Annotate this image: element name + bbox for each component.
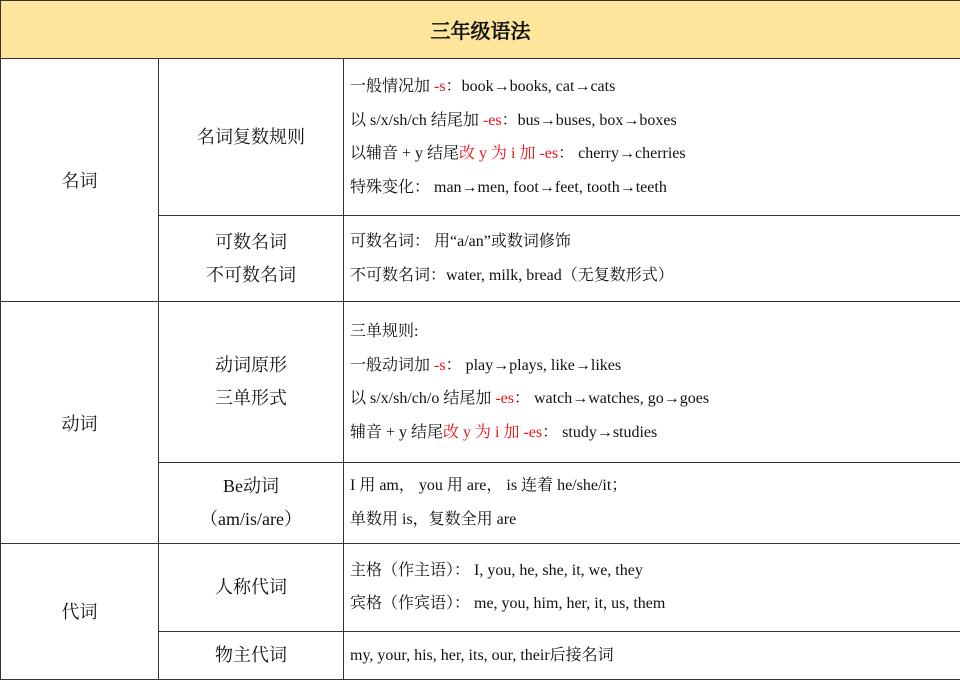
topic-cell — [159, 59, 344, 216]
rule-text: ：bus→buses, box→boxes — [501, 111, 677, 129]
rule-line — [350, 639, 956, 673]
rule-text: 宾格（作宾语）： me, you, him, her, it, us, them — [350, 595, 666, 613]
rule-line — [350, 70, 956, 104]
rule-text: 不可数名词：water, milk, bread（无复数形式） — [350, 266, 674, 284]
rule-text: 单数用 is，复数全用 are — [350, 510, 517, 528]
topic-line: 动词原形 — [215, 355, 287, 375]
rule-line — [350, 349, 956, 383]
rule-text: ： cherry→cherries — [558, 145, 686, 163]
topic-line: 人称代词 — [215, 576, 287, 597]
rule-text: 一般动词加 — [350, 356, 435, 374]
table-row — [1, 59, 960, 216]
topic-line: 不可数名词 — [206, 264, 296, 285]
rule-text: 可数名词： 用“a/an”或数词修饰 — [350, 233, 571, 251]
rule-line — [350, 554, 956, 588]
rule-text: I 用 am， you 用 are， is 连着 he/she/it； — [350, 477, 628, 495]
rule-line — [350, 382, 956, 416]
topic-cell — [159, 631, 344, 679]
rule-text: ： study→studies — [542, 423, 658, 441]
rule-line — [350, 104, 956, 138]
rule-line — [350, 416, 956, 450]
rule-text: 辅音 + y 结尾 — [350, 423, 444, 441]
rule-line — [350, 315, 956, 349]
table-row — [1, 543, 960, 631]
topic-line: 三单形式 — [215, 388, 287, 408]
rule-text: my, your, his, her, its, our, their后接名词 — [350, 646, 614, 664]
rule-text: ： watch→watches, go→goes — [514, 390, 710, 407]
highlighted-text: 改 y 为 i 加 -es — [443, 423, 543, 441]
rule-text: 特殊变化： man→men, foot→feet, tooth→teeth — [350, 178, 667, 196]
rule-line — [350, 469, 956, 503]
rule-text: ： play→plays, like→likes — [445, 356, 622, 374]
highlighted-text: -s — [434, 78, 446, 96]
topic-cell — [159, 216, 344, 302]
topic-line: 物主代词 — [215, 644, 287, 665]
rule-line — [350, 171, 956, 205]
rule-line — [350, 225, 956, 259]
rule-text: 以 s/x/sh/ch/o 结尾加 — [350, 390, 496, 407]
highlighted-text: -s — [434, 356, 446, 374]
category-cell: 名词 — [1, 59, 159, 302]
topic-cell — [159, 462, 344, 543]
topic-cell — [159, 543, 344, 631]
highlighted-text: -es — [482, 111, 502, 129]
topic-line: Be动词 — [223, 475, 279, 496]
table-title: 三年级语法 — [1, 1, 960, 59]
highlighted-text: -es — [495, 390, 514, 407]
rule-line — [350, 587, 956, 621]
rule-line — [350, 503, 956, 537]
rule-cell — [344, 543, 960, 631]
topic-line: 名词复数规则 — [197, 126, 305, 147]
rule-text: 以辅音 + y 结尾 — [350, 145, 460, 163]
highlighted-text: 改 y 为 i 加 -es — [459, 145, 559, 163]
rule-cell — [344, 302, 960, 462]
table-row — [1, 302, 960, 462]
topic-cell — [159, 302, 344, 462]
rule-text: ：book→books, cat→cats — [445, 78, 616, 96]
rule-text: 主格（作主语）： I, you, he, she, it, we, they — [350, 561, 643, 579]
rule-cell — [344, 216, 960, 302]
category-cell: 代词 — [1, 543, 159, 679]
rule-cell — [344, 462, 960, 543]
rule-text: 一般情况加 — [350, 78, 435, 96]
topic-line: （am/is/are） — [200, 508, 302, 529]
rule-line — [350, 137, 956, 171]
category-cell: 动词 — [1, 302, 159, 543]
rule-line — [350, 259, 956, 293]
topic-line: 可数名词 — [215, 231, 287, 252]
rule-cell — [344, 631, 960, 679]
rule-text: 三单规则: — [350, 323, 419, 340]
rule-cell — [344, 59, 960, 216]
rule-text: 以 s/x/sh/ch 结尾加 — [350, 111, 483, 129]
